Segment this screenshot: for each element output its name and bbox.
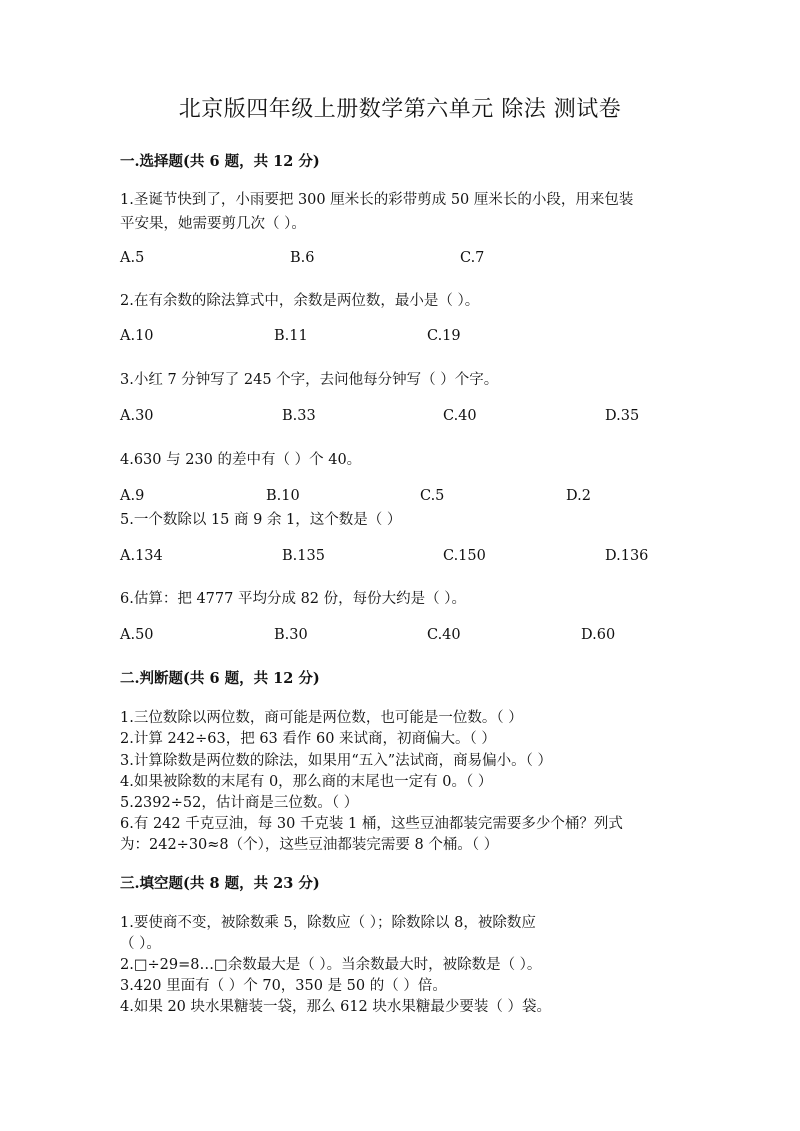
fill-line: 2.□÷29=8…□余数最大是（ ）。当余数最大时，被除数是（ ）。 xyxy=(120,957,542,973)
option-a: A.10 xyxy=(120,328,154,344)
option-c: C.150 xyxy=(443,548,486,564)
question-line: 6.估算：把 4777 平均分成 82 份，每份大约是（ ）。 xyxy=(120,591,466,607)
option-d: D.136 xyxy=(605,548,649,564)
statement-line: 1.三位数除以两位数，商可能是两位数，也可能是一位数。（ ） xyxy=(120,710,523,726)
option-a: A.9 xyxy=(120,488,145,504)
option-c: C.7 xyxy=(460,250,485,266)
option-c: C.40 xyxy=(443,408,477,424)
fill-line: 4.如果 20 块水果糖装一袋，那么 612 块水果糖最少要装（ ）袋。 xyxy=(120,999,552,1015)
option-a: A.5 xyxy=(120,250,145,266)
question-line: 2.在有余数的除法算式中，余数是两位数，最小是（ ）。 xyxy=(120,293,480,309)
option-b: B.30 xyxy=(274,627,308,643)
statement-line: 6.有 242 千克豆油，每 30 千克装 1 桶，这些豆油都装完需要多少个桶？列式 xyxy=(120,816,623,832)
statement-line: 3.计算除数是两位数的除法，如果用“五入”法试商，商易偏小。（ ） xyxy=(120,753,553,769)
option-c: C.5 xyxy=(420,488,445,504)
option-a: A.50 xyxy=(120,627,154,643)
option-a: A.134 xyxy=(120,548,163,564)
statement-line: 2.计算 242÷63，把 63 看作 60 来试商，初商偏大。（ ） xyxy=(120,731,496,747)
fill-line: （ ）。 xyxy=(120,936,161,952)
option-c: C.19 xyxy=(427,328,461,344)
statement-line: 5.2392÷52，估计商是三位数。（ ） xyxy=(120,795,359,811)
option-d: D.35 xyxy=(605,408,640,424)
option-b: B.11 xyxy=(274,328,308,344)
section-heading-judgement: 二.判断题(共 6 题，共 12 分) xyxy=(120,670,320,687)
option-d: D.2 xyxy=(566,488,591,504)
question-line: 平安果，她需要剪几次（ ）。 xyxy=(120,216,306,232)
statement-line: 4.如果被除数的末尾有 0，那么商的末尾也一定有 0。（ ） xyxy=(120,774,493,790)
option-c: C.40 xyxy=(427,627,461,643)
statement-line: 为：242÷30≈8（个），这些豆油都装完需要 8 个桶。（ ） xyxy=(120,837,499,853)
fill-line: 3.420 里面有（ ）个 70，350 是 50 的（ ）倍。 xyxy=(120,978,447,994)
option-b: B.33 xyxy=(282,408,316,424)
page-title: 北京版四年级上册数学第六单元 除法 测试卷 xyxy=(178,97,622,122)
option-b: B.10 xyxy=(266,488,300,504)
option-d: D.60 xyxy=(581,627,616,643)
question-line: 1.圣诞节快到了，小雨要把 300 厘米长的彩带剪成 50 厘米长的小段，用来包装 xyxy=(120,192,634,208)
fill-line: 1.要使商不变，被除数乘 5，除数应（ ）；除数除以 8，被除数应 xyxy=(120,915,536,931)
section-heading-choice: 一.选择题(共 6 题，共 12 分) xyxy=(120,153,320,170)
section-heading-fill-blank: 三.填空题(共 8 题，共 23 分) xyxy=(120,875,320,892)
option-a: A.30 xyxy=(120,408,154,424)
question-line: 4.630 与 230 的差中有（ ）个 40。 xyxy=(120,452,362,468)
question-line: 5.一个数除以 15 商 9 余 1，这个数是（ ） xyxy=(120,512,402,528)
question-line: 3.小红 7 分钟写了 245 个字，去问他每分钟写（ ）个字。 xyxy=(120,372,499,388)
option-b: B.135 xyxy=(282,548,325,564)
option-b: B.6 xyxy=(290,250,315,266)
